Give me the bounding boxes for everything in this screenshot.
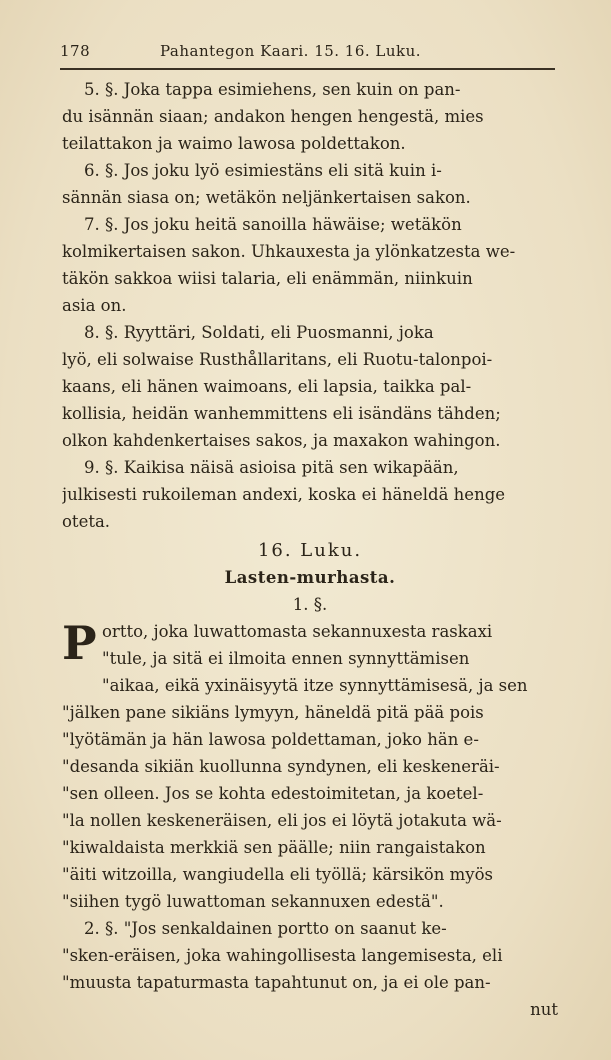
text-line: asia on. (62, 296, 127, 315)
paragraph-with-dropcap (62, 618, 558, 672)
text-line: ortto, joka luwattomasta sekannuxesta raskaxi (102, 622, 493, 641)
running-title: Pahantegon Kaari. 15. 16. Luku. (160, 42, 422, 60)
text-line: olkon kahdenkertaises sakos, ja maxakon wahingon. (62, 431, 501, 450)
text-line: kollisia, heidän wanhemmittens eli isändäns tähden; (62, 404, 501, 423)
text-line: täkön sakkoa wiisi talaria, eli enämmän, niinkuin (62, 269, 473, 288)
text-line: "desanda sikiän kuollunna syndynen, eli keskeneräi- (62, 757, 500, 776)
text-line: "tule, ja sitä ei ilmoita ennen synnyttämisen (102, 649, 470, 668)
section-heading: 1. §. (292, 595, 328, 614)
catchword: nut (530, 1000, 558, 1019)
text-line: "sen olleen. Jos se kohta edestoimitetan, ja koetel- (62, 784, 484, 803)
text-line: "muusta tapaturmasta tapahtunut on, ja ei ole pan- (62, 973, 491, 992)
text-line: 5. §. Joka tappa esimiehens, sen kuin on pan- (84, 80, 461, 99)
text-line: sännän siasa on; wetäkön neljänkertaisen sakon. (62, 188, 471, 207)
chapter-subtitle: Lasten-murhasta. (224, 568, 396, 587)
chapter-heading: 16. Luku. (257, 540, 363, 561)
text-line: "sken-eräisen, joka wahingollisesta langemisesta, eli (62, 946, 503, 965)
text-line: 7. §. Jos joku heitä sanoilla häwäise; wetäkön (84, 215, 462, 234)
text-line: "siihen tygö luwattoman sekannuxen edestä". (62, 892, 444, 911)
text-line: 9. §. Kaikisa näisä asioisa pitä sen wikapään, (84, 458, 459, 477)
text-line: "äiti witzoilla, wangiudella eli työllä; kärsikön myös (62, 865, 493, 884)
text-line: kaans, eli hänen waimoans, eli lapsia, taikka pal- (62, 377, 472, 396)
text-line: 2. §. "Jos senkaldainen portto on saanut ke- (84, 919, 447, 938)
text-line: teilattakon ja waimo lawosa poldettakon. (62, 134, 406, 153)
page-body (62, 76, 558, 1023)
text-line: "jälken pane sikiäns lymyyn, häneldä pitä pää pois (62, 703, 484, 722)
text-line: 8. §. Ryyttäri, Soldati, eli Puosmanni, joka (84, 323, 434, 342)
text-line: lyö, eli solwaise Rusthållaritans, eli Ruotu-talonpoi- (62, 350, 493, 369)
header-rule (60, 68, 555, 70)
text-line: kolmikertaisen sakon. Uhkauxesta ja ylönkatzesta we- (62, 242, 516, 261)
page-header (60, 38, 555, 66)
text-line: "la nollen keskeneräisen, eli jos ei löytä jotakuta wä- (62, 811, 502, 830)
text-line: "aikaa, eikä yxinäisyytä itze synnyttämisesä, ja sen (102, 676, 528, 695)
text-line: 6. §. Jos joku lyö esimiestäns eli sitä kuin i- (84, 161, 442, 180)
text-line: "lyötämän ja hän lawosa poldettaman, joko hän e- (62, 730, 479, 749)
text-line: julkisesti rukoileman andexi, koska ei häneldä henge (62, 485, 506, 504)
drop-capital: P (62, 616, 97, 670)
text-line: oteta. (62, 512, 111, 531)
page-number: 178 (60, 42, 91, 60)
text-line: "kiwaldaista merkkiä sen päälle; niin rangaistakon (62, 838, 486, 857)
text-line: du isännän siaan; andakon hengen hengestä, mies (62, 107, 484, 126)
